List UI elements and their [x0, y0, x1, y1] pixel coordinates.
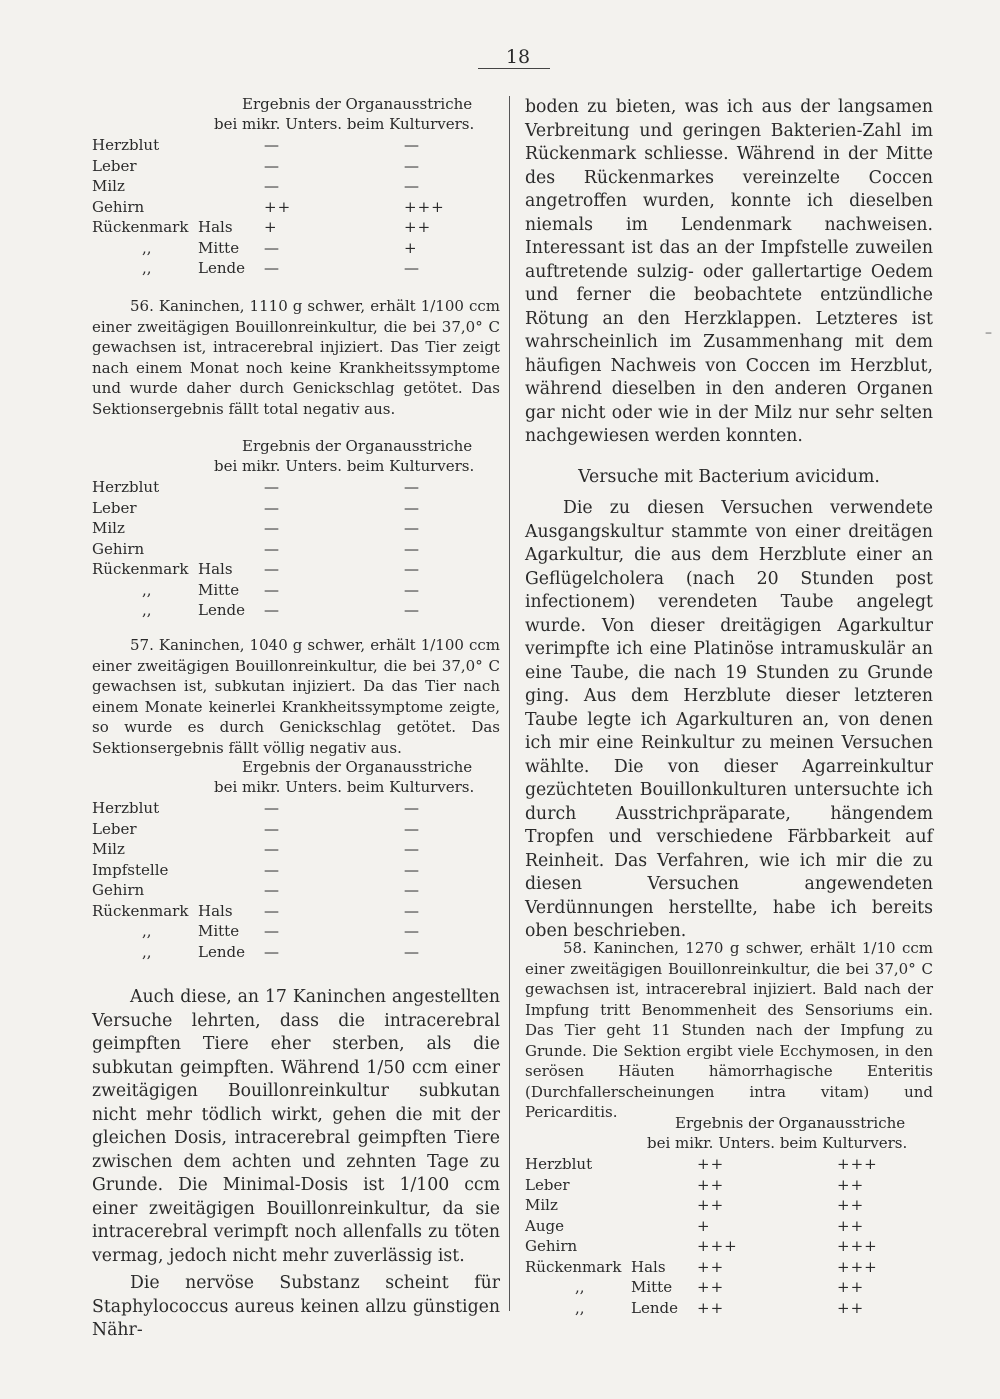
organ-cell: ,, — [142, 942, 152, 961]
part-cell: Mitte — [198, 922, 240, 940]
table-row — [92, 819, 502, 840]
table-row — [92, 135, 502, 156]
table-row — [92, 600, 502, 621]
table-row — [92, 176, 502, 197]
culture-result-cell: +++ — [837, 1257, 878, 1276]
organ-cell: Leber — [525, 1175, 570, 1194]
case-58-text — [525, 938, 933, 1123]
micro-result-cell: — — [264, 881, 280, 899]
case-57-text — [92, 635, 500, 758]
organ-cell: Leber — [92, 156, 137, 175]
culture-result-cell: — — [404, 519, 420, 537]
result-table-2 — [92, 436, 502, 621]
table-row — [92, 156, 502, 177]
table-header-line1: Ergebnis der Organausstriche — [242, 758, 473, 776]
culture-result-cell: — — [404, 156, 420, 175]
micro-result-cell: — — [264, 478, 280, 496]
micro-result-cell: ++ — [697, 1196, 725, 1214]
culture-result-cell: ++ — [837, 1196, 865, 1214]
organ-cell: Milz — [525, 1196, 558, 1214]
case-56-paragraph: 56. Kaninchen, 1110 g schwer, erhält 1/100 ccm einer zweitägigen Bouillonreinkultur, die bei 37,0° C gewachsen ist, intracerebral injiziert. Das Tier zeigt nach einem Monat noch keine Krankheitssymptome und wurde daher durch Genickschlag getötet. Das Sektionsergebnis fällt total negativ aus. — [92, 297, 500, 418]
part-cell: Hals — [198, 560, 233, 578]
culture-result-cell: — — [404, 922, 420, 940]
table-header — [92, 436, 502, 477]
organ-cell: ,, — [142, 238, 152, 257]
table-row — [92, 921, 502, 942]
culture-result-cell: — — [404, 259, 420, 277]
organ-cell: Milz — [92, 519, 125, 537]
micro-result-cell: — — [264, 942, 280, 961]
organ-cell: ,, — [142, 601, 152, 619]
organ-cell: ,, — [575, 1278, 585, 1296]
culture-result-cell: — — [404, 539, 420, 558]
part-cell: Mitte — [631, 1278, 673, 1296]
organ-cell: ,, — [575, 1298, 585, 1317]
page-number: 18 — [505, 46, 531, 68]
table-row — [525, 1216, 935, 1237]
organ-cell: ,, — [142, 259, 152, 277]
culture-result-cell: ++ — [837, 1175, 865, 1194]
table-row — [92, 860, 502, 881]
organ-cell: Leber — [92, 498, 137, 517]
table-header — [525, 1113, 935, 1154]
organ-cell: ,, — [142, 580, 152, 599]
micro-result-cell: — — [264, 156, 280, 175]
table-row — [525, 1195, 935, 1216]
micro-result-cell: — — [264, 580, 280, 599]
table-row — [92, 518, 502, 539]
culture-result-cell: — — [404, 177, 420, 195]
organ-cell: Rückenmark — [92, 218, 189, 236]
micro-result-cell: — — [264, 922, 280, 940]
culture-result-cell: — — [404, 881, 420, 899]
table-row — [92, 839, 502, 860]
table-row — [92, 798, 502, 819]
organ-cell: Impfstelle — [92, 860, 169, 879]
organ-cell: Gehirn — [92, 539, 145, 558]
part-cell: Hals — [198, 901, 233, 920]
part-cell: Hals — [631, 1257, 666, 1276]
culture-result-cell: — — [404, 799, 420, 817]
section-heading: Versuche mit Bacterium avicidum. — [578, 467, 880, 487]
culture-result-cell: — — [404, 478, 420, 496]
culture-result-cell: +++ — [837, 1155, 878, 1173]
micro-result-cell: — — [264, 840, 280, 858]
table-row — [92, 942, 502, 963]
part-cell: Mitte — [198, 238, 240, 257]
micro-result-cell: — — [264, 560, 280, 578]
organ-cell: ,, — [142, 922, 152, 940]
table-row — [525, 1257, 935, 1278]
culture-result-cell: ++ — [404, 218, 432, 236]
conclusion-paragraph: Auch diese, an 17 Kaninchen angestellten Versuche lehrten, dass die intracerebral geimpften Tiere eher sterben, als die subkutan geimpften. Während 1/50 ccm einer zweitägigen Bouillonreinkultur subkutan nicht mehr tödlich wirkt, gehen die mit der gleichen Dosis, intracerebral geimpften Tiere zwischen dem achten und zehnten Tage zu Grunde. Die Minimal-Dosis ist 1/100 ccm einer zweitägigen Bouillonreinkultur, da sie intracerebral verimpft noch allenfalls zu töten vermag, jedoch nicht mehr zuverlässig ist. — [92, 987, 500, 1266]
table-row — [92, 880, 502, 901]
table-row — [92, 539, 502, 560]
micro-result-cell: + — [697, 1216, 711, 1235]
micro-result-cell: ++ — [697, 1175, 725, 1194]
part-cell: Lende — [631, 1298, 678, 1317]
table-row — [525, 1277, 935, 1298]
nervous-substance-paragraph: Die nervöse Substanz scheint für Staphylococcus aureus keinen allzu günstigen Nähr- — [92, 1273, 500, 1340]
culture-result-cell: — — [404, 580, 420, 599]
table-header-line1: Ergebnis der Organausstriche — [242, 95, 473, 113]
culture-result-cell: — — [404, 601, 420, 619]
result-table-3 — [92, 757, 502, 962]
micro-result-cell: ++ — [697, 1298, 725, 1317]
micro-result-cell: ++ — [697, 1278, 725, 1296]
part-cell: Lende — [198, 601, 245, 619]
case-57-paragraph: 57. Kaninchen, 1040 g schwer, erhält 1/100 ccm einer zweitägigen Bouillonreinkultur, die bei 37,0° C gewachsen ist, subkutan injiziert. Da das Tier nach einem Monate keinerlei Krankheitssymptome zeigte, so wurde es durch Genickschlag getötet. Das Sektionsergebnis fällt völlig negativ aus. — [92, 636, 500, 757]
table-header — [92, 94, 502, 135]
column-divider — [509, 96, 510, 1311]
table-row — [92, 559, 502, 580]
table-row — [525, 1175, 935, 1196]
culture-result-cell: — — [404, 819, 420, 838]
organ-cell: Rückenmark — [92, 560, 189, 578]
organ-cell: Gehirn — [525, 1237, 578, 1255]
micro-result-cell: — — [264, 136, 280, 154]
micro-result-cell: — — [264, 799, 280, 817]
organ-cell: Herzblut — [92, 799, 160, 817]
organ-cell: Herzblut — [92, 136, 160, 154]
organ-cell: Milz — [92, 177, 125, 195]
micro-result-cell: — — [264, 238, 280, 257]
culture-result-cell: +++ — [404, 197, 445, 216]
culture-result-cell: +++ — [837, 1237, 878, 1255]
part-cell: Mitte — [198, 580, 240, 599]
organ-cell: Gehirn — [92, 881, 145, 899]
table-row — [525, 1298, 935, 1319]
table-header-line2: bei mikr. Unters. beim Kulturvers. — [214, 778, 475, 796]
culture-result-cell: — — [404, 498, 420, 517]
organ-cell: Auge — [525, 1216, 564, 1235]
organ-cell: Milz — [92, 840, 125, 858]
culture-result-cell: ++ — [837, 1298, 865, 1317]
table-header — [92, 757, 502, 798]
micro-result-cell: — — [264, 860, 280, 879]
micro-result-cell: ++ — [697, 1257, 725, 1276]
right-continuation-text — [525, 96, 933, 449]
culture-result-cell: — — [404, 840, 420, 858]
culture-result-cell: — — [404, 860, 420, 879]
avicidum-paragraph: Die zu diesen Versuchen verwendete Ausgangskultur stammte von einer dreitägen Agarkultur, die aus dem Herzblute einer an Geflügelcholera (nach 20 Stunden post infectionem) verendeten Taube angelegt wurde. Von dieser dreitägigen Agarkultur verimpfte ich eine Platinöse intramuskulär an eine Taube, die nach 19 Stunden zu Grunde ging. Aus dem Herzblute dieser letzteren Taube legte ich Agarkulturen an, von denen ich mir eine Reinkultur zu meinen Versuchen wählte. Die von dieser Agarreinkultur gezüchteten Bouillonkulturen untersuchte ich durch Ausstrichpräparate, hängendem Tropfen und verschiedene Färbbarkeit auf Reinheit. Das Verfahren, wie ich mir die zu diesen Versuchen angewendeten Verdünnungen herstellte, habe ich bereits oben beschrieben. — [525, 498, 933, 941]
case-56-text — [92, 296, 500, 419]
table-row — [92, 498, 502, 519]
micro-result-cell: — — [264, 498, 280, 517]
micro-result-cell: — — [264, 259, 280, 277]
organ-cell: Leber — [92, 819, 137, 838]
part-cell: Lende — [198, 259, 245, 277]
micro-result-cell: — — [264, 539, 280, 558]
table-row — [92, 197, 502, 218]
organ-cell: Gehirn — [92, 197, 145, 216]
organ-cell: Herzblut — [92, 478, 160, 496]
micro-result-cell: — — [264, 177, 280, 195]
table-row — [92, 258, 502, 279]
micro-result-cell: ++ — [264, 197, 292, 216]
table-header-line2: bei mikr. Unters. beim Kulturvers. — [214, 457, 475, 475]
culture-result-cell: ++ — [837, 1216, 865, 1235]
page-number-rule — [478, 68, 550, 69]
margin-mark: – — [985, 325, 992, 341]
result-table-4 — [525, 1113, 935, 1318]
table-header-line1: Ergebnis der Organausstriche — [242, 437, 473, 455]
table-row — [525, 1236, 935, 1257]
table-row — [92, 238, 502, 259]
micro-result-cell: — — [264, 819, 280, 838]
culture-result-cell: — — [404, 942, 420, 961]
organ-cell: Rückenmark — [525, 1257, 622, 1276]
micro-result-cell: — — [264, 519, 280, 537]
micro-result-cell: — — [264, 901, 280, 920]
culture-result-cell: ++ — [837, 1278, 865, 1296]
table-header-line2: bei mikr. Unters. beim Kulturvers. — [647, 1134, 908, 1152]
result-table-1 — [92, 94, 502, 279]
table-row — [92, 580, 502, 601]
conclusion-text — [92, 986, 500, 1343]
avicidum-text — [525, 497, 933, 944]
culture-result-cell: — — [404, 560, 420, 578]
micro-result-cell: ++ — [697, 1155, 725, 1173]
table-row — [92, 477, 502, 498]
organ-cell: Herzblut — [525, 1155, 593, 1173]
table-header-line1: Ergebnis der Organausstriche — [675, 1114, 906, 1132]
micro-result-cell: + — [264, 218, 278, 236]
organ-cell: Rückenmark — [92, 901, 189, 920]
part-cell: Lende — [198, 942, 245, 961]
case-58-paragraph: 58. Kaninchen, 1270 g schwer, erhält 1/10 ccm einer zweitägigen Bouillonreinkultur, die bei 37,0° C gewachsen ist, intracerebral injiziert. Bald nach der Impfung tritt Benommenheit des Sensoriums ein. Das Tier geht 11 Stunden nach der Impfung zu Grunde. Die Sektion ergibt viele Ecchymosen, in den serösen Häuten hämorrhagische Enteritis (Durchfallerscheinungen intra vitam) und Pericarditis. — [525, 939, 933, 1121]
part-cell: Hals — [198, 218, 233, 236]
micro-result-cell: — — [264, 601, 280, 619]
culture-result-cell: + — [404, 238, 418, 257]
micro-result-cell: +++ — [697, 1237, 738, 1255]
culture-result-cell: — — [404, 901, 420, 920]
table-row — [525, 1154, 935, 1175]
culture-result-cell: — — [404, 136, 420, 154]
continuation-paragraph: boden zu bieten, was ich aus der langsamen Verbreitung und geringen Bakterien-Zahl im Rückenmark schliesse. Während in der Mitte des Rückenmarkes vereinzelte Coccen angetroffen wurden, konnte ich dieselben niemals im Lendenmark nachweisen. Interessant ist das an der Impfstelle zuweilen auftretende sulzig- oder gallertartige Oedem und ferner die beobachtete entzündliche Rötung an den Herzklappen. Letzteres ist wahrscheinlich im Zusammenhang mit dem häufigen Nachweis von Coccen im Herzblut, während dieselben in den anderen Organen gar nicht oder wie in der Milz nur sehr selten nachgewiesen werden konnten. — [525, 97, 933, 446]
table-row — [92, 901, 502, 922]
table-header-line2: bei mikr. Unters. beim Kulturvers. — [214, 115, 475, 133]
table-row — [92, 217, 502, 238]
